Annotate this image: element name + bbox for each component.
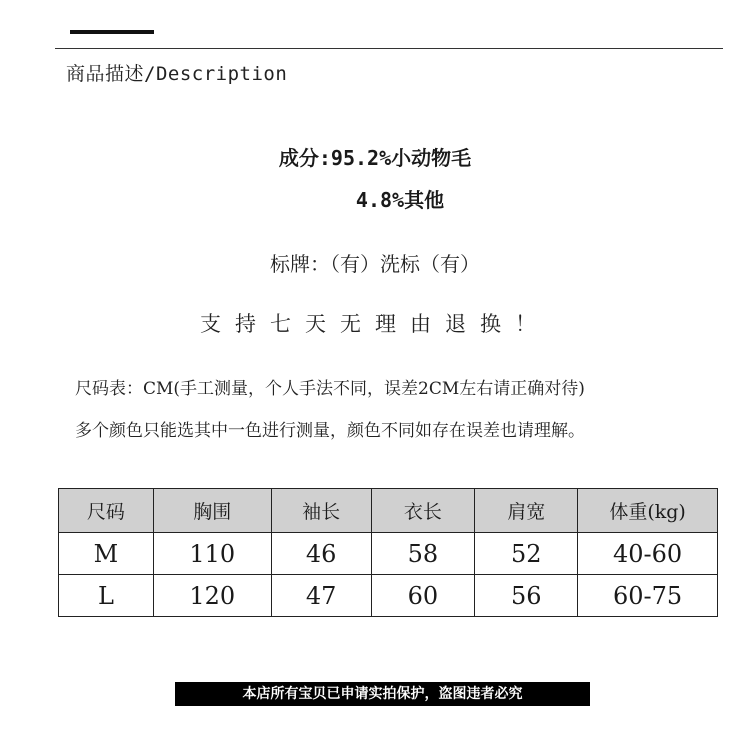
size-table	[58, 488, 718, 617]
header-shoulder: 肩宽	[475, 489, 578, 533]
cell-length: 58	[371, 533, 475, 575]
cell-weight: 40-60	[578, 533, 718, 575]
header-sleeve: 袖长	[271, 489, 371, 533]
table-row	[59, 575, 718, 617]
title-divider	[55, 48, 723, 49]
header-weight: 体重(kg)	[578, 489, 718, 533]
title-accent-bar	[70, 30, 154, 34]
size-table-header-row	[59, 489, 718, 533]
header-chest: 胸围	[153, 489, 271, 533]
cell-chest: 110	[153, 533, 271, 575]
composition-line-2: 4.8%其他	[355, 188, 445, 212]
table-row	[59, 533, 718, 575]
size-note-line-2: 多个颜色只能选其中一色进行测量，颜色不同如存在误差也请理解。	[75, 421, 585, 441]
cell-chest: 120	[153, 575, 271, 617]
section-title: 商品描述/Description	[66, 63, 288, 85]
cell-size: M	[59, 533, 154, 575]
returns-policy-line: 支持七天无理由退换！	[200, 312, 550, 336]
composition-line-1: 成分:95.2%小动物毛	[278, 146, 472, 170]
copyright-notice-banner: 本店所有宝贝已申请实拍保护，盗图违者必究	[175, 682, 590, 706]
cell-weight: 60-75	[578, 575, 718, 617]
header-size: 尺码	[59, 489, 154, 533]
cell-sleeve: 47	[271, 575, 371, 617]
tags-line: 标牌：（有）洗标（有）	[270, 252, 480, 276]
header-length: 衣长	[371, 489, 475, 533]
cell-length: 60	[371, 575, 475, 617]
cell-sleeve: 46	[271, 533, 371, 575]
cell-shoulder: 56	[475, 575, 578, 617]
size-note-line-1: 尺码表：CM(手工测量，个人手法不同，误差2CM左右请正确对待)	[75, 379, 585, 399]
cell-size: L	[59, 575, 154, 617]
cell-shoulder: 52	[475, 533, 578, 575]
